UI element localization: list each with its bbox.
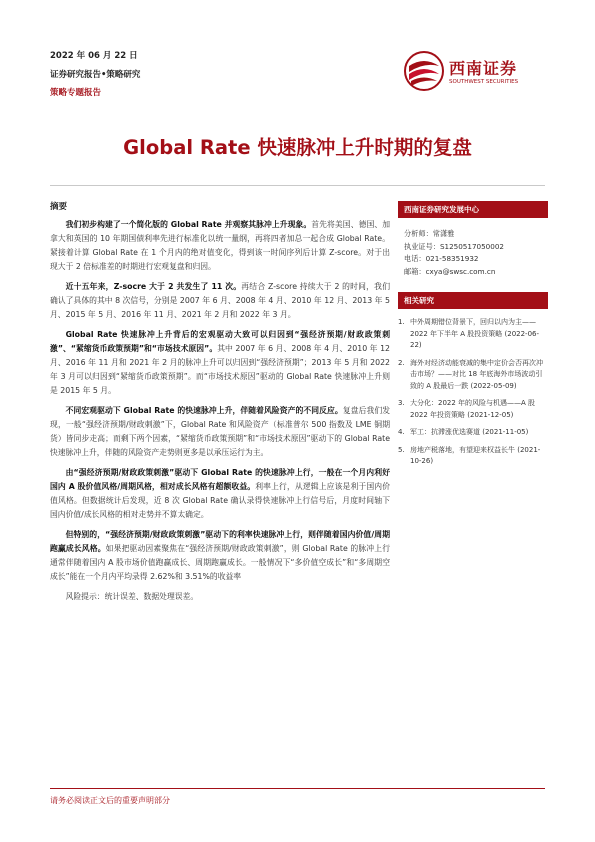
abstract-heading: 摘要 xyxy=(50,202,68,212)
abstract-paragraph: Global Rate 快速脉冲上升背后的宏观驱动大致可以归因到“强经济预期/财政政策刺激”、“紧缩货币政策预期”和“市场技术原因”。其中 2007 年 6 月、2008 年 4 月、2010 年 12 月、2016 年 11 月和 2021 年 2 月的脉冲上升可以归因到“强经济预期”；2013 年 5 月和 2022 年 3 月可以归因到“紧缩货币政策预期”。而“市场技术原因”驱动的 Global Rate 快速脉冲上升则是 2015 年 5 月。 xyxy=(50,330,390,395)
brand-logo xyxy=(403,46,553,96)
abstract-body xyxy=(50,218,390,610)
related-research-item[interactable]: 1. 中外周期错位背景下，回归以内为主——2022 年下半年 A 股投资策略 (2022-06-22) xyxy=(398,318,540,349)
abstract-paragraph: 但特别的，“强经济预期/财政政策刺激”驱动下的利率快速脉冲上行，则伴随着国内价值/周期跑赢成长风格。如果把驱动因素聚焦在“强经济预期/财政政策刺激”，则 Global Rate 的脉冲上行通常伴随着国内 A 股市场价值跑赢成长、周期跑赢成长。一般情况下“多价值空成长”和“多周期空成长”能在一个月内平均录得 2.62%和 3.51%的收益率 xyxy=(50,530,391,581)
title-divider xyxy=(50,185,545,186)
brand-english-name: SOUTHWEST SECURITIES xyxy=(449,79,519,85)
abstract-paragraph: 不同宏观驱动下 Global Rate 的快速脉冲上升，伴随着风险资产的不同反应。复盘后我们发现，一般“强经济预期/财政刺激”下，Global Rate 和风险资产（标准普尔 500 指数及 LME 铜期货）皆同步走高；而剩下两个因素，“紧缩货币政策预期”和“市场技术原因”驱动下的 Global Rate 快速脉冲上升，伴随的风险资产走势则更多是以承压运行为主。 xyxy=(50,406,391,457)
report-subtype: 策略专题报告 xyxy=(50,88,102,98)
sidebar xyxy=(398,201,548,474)
abstract-paragraph: 我们初步构建了一个简化版的 Global Rate 并观察其脉冲上升现象。首先将美国、德国、加拿大和英国的 10 年期国债利率先进行标准化以统一量纲，再将四者加总一起合成 Global Rate。紧接着计算 Global Rate 在 1 个月内的绝对值变化，得到该一时间序列后计算 Z-score。对于出现大于 2 倍标准差的时期进行宏观复盘和归因。 xyxy=(50,220,390,271)
southwest-securities-logo-icon xyxy=(403,50,445,92)
report-type: 证券研究报告•策略研究 xyxy=(50,70,141,80)
related-research-heading: 相关研究 xyxy=(398,292,548,309)
analyst-row: 分析师：常潇雅 xyxy=(404,229,455,238)
related-research-list xyxy=(398,317,548,468)
research-center-heading: 西南证券研究发展中心 xyxy=(398,201,548,218)
related-research-item[interactable]: 2. 海外对经济动能衰减的集中定价会否再次冲击市场？——对比 18 年底海外市场波动引致的 A 股最后一跌 (2022-05-09) xyxy=(398,358,543,390)
abstract-paragraph: 由“强经济预期/财政政策刺激”驱动下 Global Rate 的快速脉冲上行，一般在一个月内利好国内 A 股价值风格/周期风格，相对成长风格有超额收益。利率上行，从逻辑上应该是利于国内价值风格。但数据统计后发现，近 8 次 Global Rate 确认录得快速脉冲上行信号后，月度时间轴下国内价值/成长风格的相对走势并不算太确定。 xyxy=(50,468,391,519)
analyst-row: 邮箱：cxya@swsc.com.cn xyxy=(404,266,496,276)
brand-name: 西南证券 xyxy=(449,59,518,78)
related-research-item[interactable]: 5. 房地产税落地，有望迎来权益长牛 (2021-10-26) xyxy=(398,445,541,465)
related-research-item[interactable]: 4. 军工：抗滞涨优选赛道 (2021-11-05) xyxy=(398,428,529,436)
analyst-row: 电话：021-58351932 xyxy=(404,254,479,263)
related-research-item[interactable]: 3. 大分化：2022 年的风险与机遇——A 股 2022 年投资策略 (2021-12-05) xyxy=(398,399,536,419)
report-title: Global Rate 快速脉冲上升时期的复盘 xyxy=(123,136,472,159)
abstract-paragraph: 近十五年来，Z-socre 大于 2 共发生了 11 次。再结合 Z-score 持续大于 2 的时间，我们确认了具体的其中 8 次信号，分别是 2007 年 6 月、2008 年 4 月、2010 年 12 月、2013 年 5 月、2015 年 5 月、2016 年 11 月、2021 年 2 月和 2022 年 3 月。 xyxy=(50,282,390,319)
analyst-row: 执业证号：S1250517050002 xyxy=(404,241,504,251)
risk-warning: 风险提示：统计误差、数据处理误差。 xyxy=(65,592,199,601)
footer-divider xyxy=(50,788,545,789)
analyst-info xyxy=(398,228,548,278)
report-date: 2022 年 06 月 22 日 xyxy=(50,51,138,61)
footer-notice: 请务必阅读正文后的重要声明部分 xyxy=(50,796,170,805)
